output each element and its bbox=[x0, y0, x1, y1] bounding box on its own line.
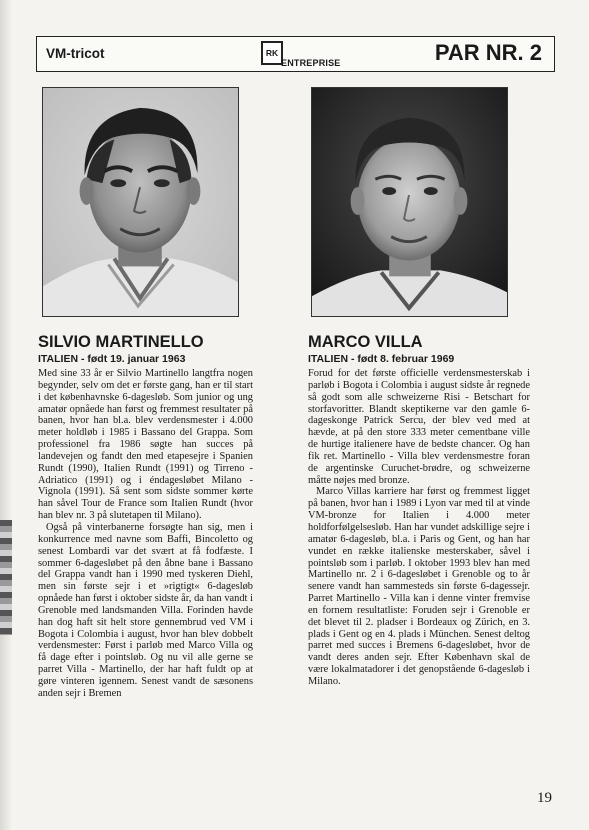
rider-biography bbox=[308, 368, 530, 688]
rider-name: MARCO VILLA bbox=[308, 333, 423, 351]
section-label: VM-tricot bbox=[46, 46, 105, 61]
portrait-photo-right bbox=[311, 87, 508, 317]
paragraph: Marco Villas karriere har først og fremmest ligget på banen, hvor han i 1989 i Lyon var med til at vinde VM-bronze for Italien i 4.000 meter holdforfølgelsesløb. Han har vundet adskillige sejre i amatør 6-dagesløb, bl.a. i Paris og Gent, og han har vundet en række italienske mesterskaber, såvel i pointsløb som i parløb. I oktober 1993 blev han med Martinello nr. 2 i 6-dagesløbet i Grenoble og to år senere vandt han sammesteds sin første 6-dagessejr. Parret Martinello - Villa kan i denne vinter fremvise en fornem resultatliste: Foruden sejr i Grenoble er det blevet til 2. pladser i Bordeaux og Zürich, en 3. plads i Gent og en 4. plads i München. Senest deltog parret med succes i Bremens 6-dagesløbet, hvor de vandt deres anden sejr. Efter København skal de være lokalmatadorer i det genopstående 6-dagesløb i Milano. bbox=[308, 486, 530, 687]
adjacent-page-photo-strip bbox=[0, 520, 12, 635]
rider-nationality-birth: ITALIEN - født 19. januar 1963 bbox=[38, 353, 186, 365]
portrait-left-image bbox=[43, 88, 238, 316]
rider-column-right bbox=[308, 332, 530, 688]
rider-nationality-birth: ITALIEN - født 8. februar 1969 bbox=[308, 353, 455, 365]
rider-name: SILVIO MARTINELLO bbox=[38, 333, 204, 351]
portrait-photo-left bbox=[42, 87, 239, 317]
portrait-right-image bbox=[312, 88, 507, 316]
paragraph: Også på vinterbanerne forsøgte han sig, men i konkurrence med navne som Baffi, Bincoletto og senest Lombardi var det svært at få fodfæste. I sommer 6-dagesløbet på den åbne bane i Bassano del Grappa vandt han i 1990 med tyskeren Diehl, men sin første sejr i et »rigtigt« 6-dagesløb opnåede han først i oktober sidste år, da han vandt i Grenoble med landsmanden Villa. Forinden havde han dog haft sit helt store gennembrud ved VM i Bogota i Colombia i august, hvor han blev dobbelt verdensmester: Først i parløb med Marco Villa og få dage efter i pointsløb. Og nu vil alle gerne se parret Villa - Martinello, der har haft fuldt op at gøre vinteren igennem. Senest vandt de sæsonens anden sejr i Bremen bbox=[38, 521, 253, 699]
paragraph: Med sine 33 år er Silvio Martinello langtfra nogen begynder, selv om det er første gang, han er til start i det københavnske 6-dagesløb. Som junior og ung amatør opnåede han først og fremmest resultater på banen, hvor han bl.a. blev verdensmester i 4.000 meter holdløb i 1985 i Bassano del Grappa. Som professionel fra 1986 søgte han succes på landevejen og fandt den med etapesejre i Spanien Rundt (1990), Italien Rundt (1991) og Tirreno - Adriatico (1991) og i éndagesløbet Milano - Vignola (1991). Så sent som sidste sommer kørte han såvel Tour de France som Italien Rundt (hvor han blev nr. 3 på slutetapen til Milano). bbox=[38, 368, 253, 522]
rider-biography bbox=[38, 368, 253, 700]
logo-mark: RK bbox=[261, 41, 283, 65]
binding-edge bbox=[0, 0, 12, 830]
page-header bbox=[36, 36, 555, 72]
logo-wordmark: ENTREPRISE bbox=[281, 58, 341, 68]
paragraph: Forud for det første officielle verdensmesterskab i parløb i Bogota i Colombia i august sidste år regnede så godt som alle schweizerne Risi - Betschart for storfavoritter. Blandt skeptikerne var den gamle 6-dageskonge Patrick Sercu, der blev ved med at hævde, at på den store 333 meter cementbane ville de hurtige italienere have de bedste chancer. Og han fik ret. Martinello - Villa blev verdensmestre foran de argentinske Curuchet-brødre, og schweizerne måtte nøjes med bronze. bbox=[308, 368, 530, 486]
rider-column-left bbox=[38, 332, 253, 700]
pair-number-title: PAR NR. 2 bbox=[434, 40, 542, 65]
page-number: 19 bbox=[537, 790, 552, 806]
sponsor-logo bbox=[261, 41, 361, 69]
